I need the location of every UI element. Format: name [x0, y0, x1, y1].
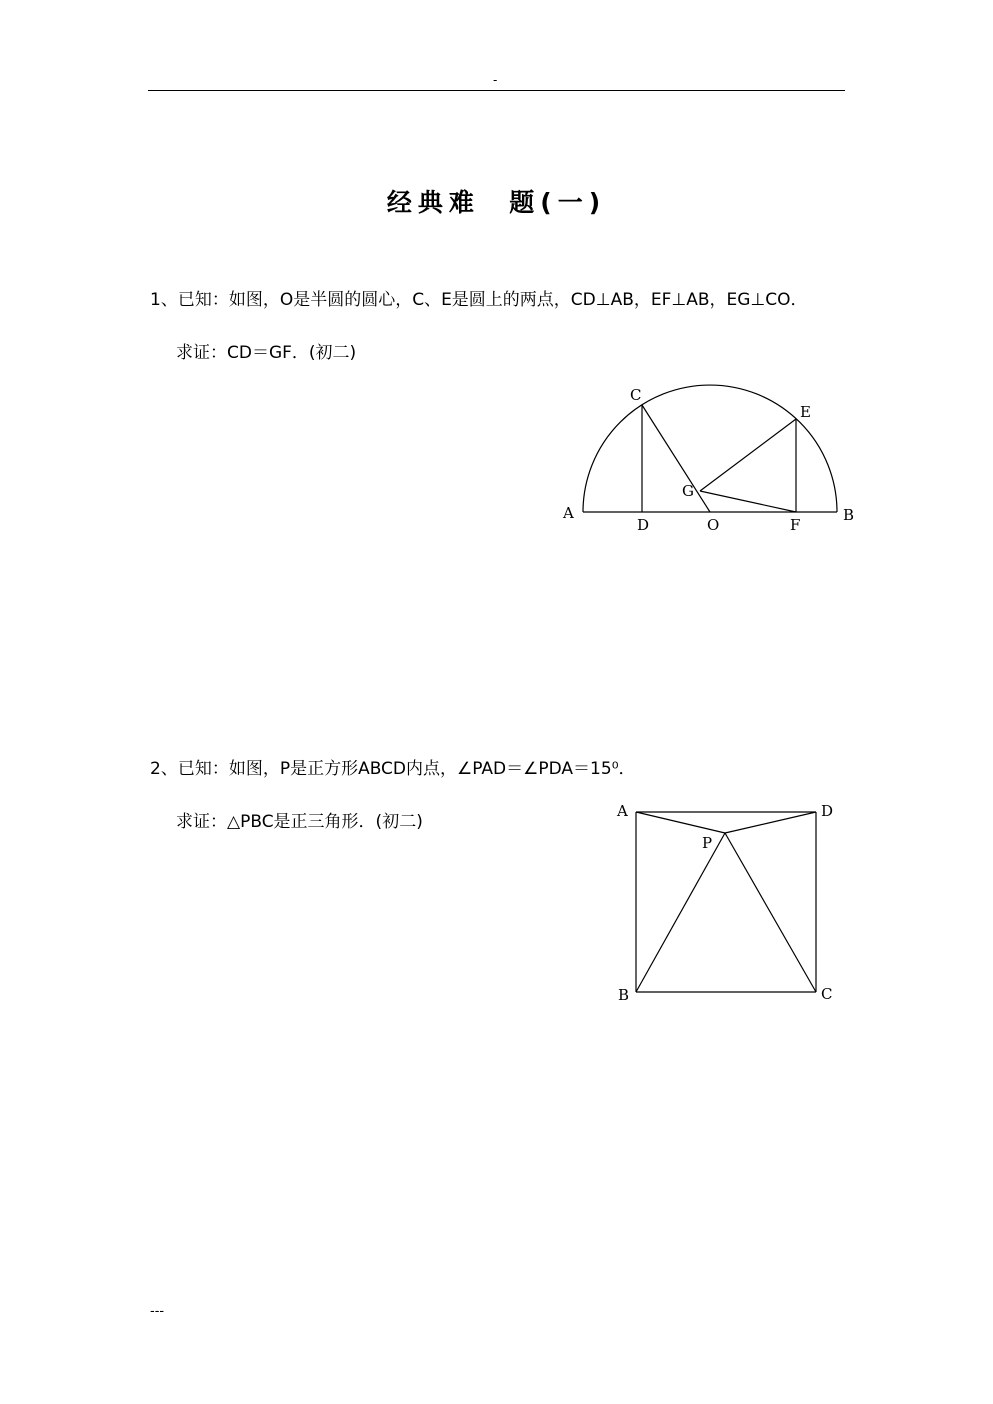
segment-pa: [636, 812, 725, 833]
label-c: C: [821, 985, 833, 1003]
problem-2-proof: 求证：△PBC是正三角形．(初二): [176, 812, 423, 832]
problem-1-figure: [555, 380, 865, 540]
segment-pd: [725, 812, 816, 833]
segment-co: [642, 405, 710, 512]
label-d: D: [821, 802, 834, 820]
problem-1-statement: 1、已知：如图，O是半圆的圆心，C、E是圆上的两点，CD⊥AB，EF⊥AB，EG⊥CO．: [150, 290, 808, 310]
label-c: C: [630, 386, 642, 404]
label-b: B: [618, 986, 630, 1004]
label-p: P: [702, 834, 713, 852]
segment-pb: [636, 833, 725, 992]
label-g: G: [682, 482, 694, 500]
segment-pc: [725, 833, 816, 992]
header-mark: -: [493, 73, 498, 87]
label-b: B: [843, 506, 855, 524]
segment-gf: [700, 491, 796, 512]
label-a: A: [617, 802, 628, 820]
label-a: A: [563, 504, 574, 522]
label-e: E: [800, 403, 811, 421]
segment-eg: [700, 419, 796, 491]
header-rule: [148, 90, 845, 91]
label-f: F: [790, 516, 801, 534]
problem-2-statement: 2、已知：如图，P是正方形ABCD内点，∠PAD＝∠PDA＝15⁰．: [150, 759, 636, 779]
problem-2-figure: [610, 798, 850, 1008]
label-o: O: [707, 516, 720, 534]
problem-1-proof: 求证：CD＝GF．(初二): [176, 343, 357, 363]
footer-mark: ---: [150, 1304, 165, 1319]
label-d: D: [637, 516, 650, 534]
page-title: 经典难 题(一): [386, 188, 607, 217]
